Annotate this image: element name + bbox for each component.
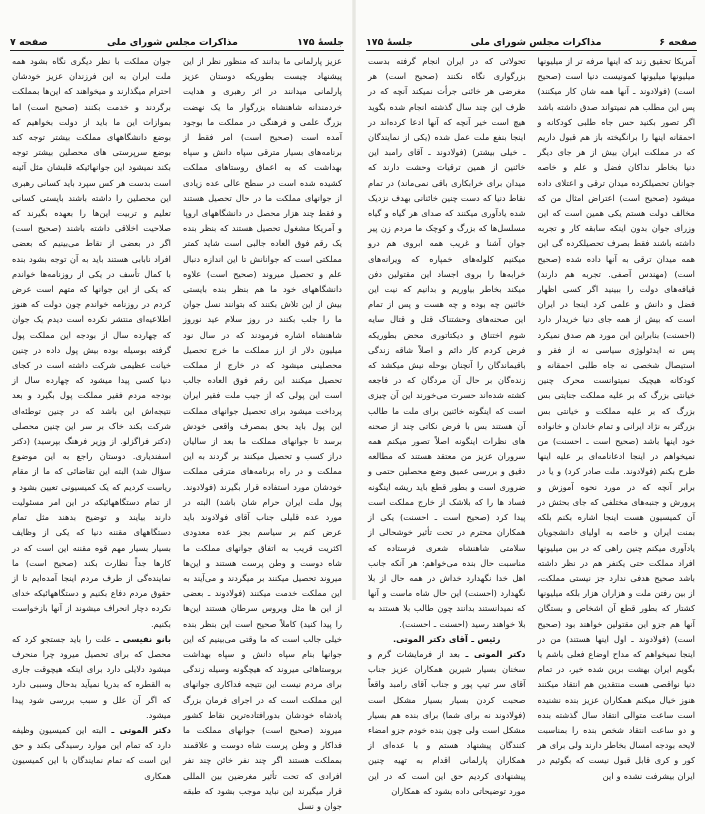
session-number: جلسهٔ ۱۷۵	[297, 37, 344, 48]
header-divider	[366, 50, 697, 51]
text-columns	[12, 54, 342, 814]
text-column-left	[12, 54, 171, 814]
publication-title: مذاکرات مجلس شورای ملی	[106, 37, 238, 48]
speaker-name: بانو نفیسی ـ	[115, 633, 171, 644]
session-number: جلسهٔ ۱۷۵	[366, 37, 413, 48]
header-divider	[10, 50, 344, 51]
page-6	[356, 0, 705, 796]
paragraph: تحولاتی که در ایران انجام گرفته بدست بزرگواری نگاه نکنند (صحیح است) هر مغرضی هر خائنی جرأت نمیکند آنچه که در ظرف این چند سال گذشته انجام شده بگوید هیچ است خیر آنچه که آنها ادعا کرده‌اند در اینجا بنفع ملت عمل شده (یکی از نمایندگان ـ خیلی بیشتر) (فولادوند ـ آقای رامبد این خائنین از همین ترقیات وحشت دارند که میدان برای خرابکاری باقی نمی‌ماند) در تمام نقاط دنیا که دست چنین خائنانی بهدف نزدیک شده یادآوری میکنند که صدای هر گیاه و گیاه مسلسل‌ها که بزرگ و کوچک ما مردم زن پیر جوان آشنا و غریب همه ابروی هم درو میکنیم کلوله‌های خمپاره که ویرانه‌های خرابه‌ها را بروی اجساد این مقتولین دفن میکند بخاطر بیاوریم و بدانیم که نیت این خائنین چه بوده و چه هست و پس از تمام این صحنه‌های وحشتناک قتل و قتال سایه شوم اختناق و دیکتاتوری محض بطوریکه فرض کردم کار دائم و اصلاً شاقه زندگی باقیماندگان را آنچنان بوحله نیش میکشد که زنده‌گان بر حال آن مردگان که در فاجعه کشته شده‌اند حسرت می‌خورند این آن چیزی است که اینگونه خائنین برای ملت ما طالب آن هستند بس با فرض نکاتی چند از صحنه های نظرات اینگونه اصلاً تصور میکنم همه سروران عزیز من معتقد هستند که مطالعه دقیق و بررسی عمیق وضع محصلین حتمی و ضروری است و بطور قطع باید ریشه اینگونه فساد ها را که بلاشک از خارج مملکت است پیدا کرد (صحیح است ـ احسنت) یکی از همکاران محترم در تحت تأثیر خوشحالی از سلامتی شاهنشاه شعری فرستاده که مناسبت حال بنده می‌خواهم: هر آنکه جانب اهل خدا نگهدارد خداش در همه حال از بلا نگهدارد (احسنت) این حال شاه ماست و آنها که نمیدانستند بدانند چون طالب بلا هستند به بلا خواهند رسید (احسنت ـ احسنت).	[368, 56, 526, 629]
page-header	[366, 34, 697, 49]
text-column-right	[183, 54, 342, 814]
speech-paragraph	[12, 632, 171, 723]
speech-text: بعد از فرمایشات گرم و سخنان بسیار شیرین همکاران عزیز جناب آقای سر تیپ پور و جناب آقای رامبد واقعاً صحبت کردن بسیار بسیار مشکل است (فولادوند نه برای شما) برای بنده هم بسیار مشکل است ولی چون بنده خودم جزو امضاء کنندگان پیشنهاد هستم و با عده‌ای از همکاران پارلمانی اقدام به تهیه چنین پیشنهادی کردیم حق این است که در این مورد توضیحاتی داده بشود که همکاران	[368, 648, 526, 796]
speech-paragraph	[368, 647, 526, 799]
paragraph: جوان مملکت با نظر دیگری نگاه بشود همه ملت ایران به این فرزندان عزیز خودشان احترام میگذارند و میخواهند که این‌ها بمملکت برگردند و خدمت بکنند (صحیح است) اما بموازات این ما باید از دولت بخواهیم که بوضع دانشگاههای مملکت بیشتر توجه کند بوضع سرپرستی های محصلین بیشتر توجه بکند نمیشود این جوانهائیکه قلبشان مثل آئینه است بدست هر کس سپرد باید کسانی رهبری این محصلین را داشته باشند بایستی کسانی تعلیم و تربیت این‌ها را بعهده بگیرند که صلاحیت اخلاقی داشته باشند (صحیح است) اگر در بعضی از نقاط می‌بینیم که بعضی افراد نابابی هستند باید به آن توجه بشود بنده با کمال تأسف در یکی از روزنامه‌ها خواندم که یکی از این جوانها که متهم است عرض کردم در روزنامه خواندم چون دولت که هنوز اطلاعیه‌ای منتشر نکرده است دیدم یک جوان که چهارده سال از بودجه این مملکت پول گرفته بوسیله بوده بیش پول داده در چنین خیانت عظیمی شرکت داشته است در کجای دنیا کسی پیدا میشود که چهارده سال از بودجه مردم فقیر مملکت پول بگیرد و بعد نتیجه‌اش این باشد که در چنین توطئه‌ای شرکت بکند خاک بر سر این چنین محصلی (دکتر فراگزلو. از وزیر فرهنگ بپرسید) (دکتر اسفندیاری. دوستان راجع به این موضوع سؤال شد) البته این تقاضائی که ما از مقام ریاست کردیم که یک کمیسیونی تعیین بشود و از تمام دستگاههائیکه در این امر مسئولیت دارند بیایند و توضیح بدهند مثل تمام دستگاههای مقننه دنیا که یکی از وظایف بسیار بسیار مهم قوه مقننه این است که در کارها جداً نظارت بکند (صحیح است) ما نماینده‌گی از طرف مردم اینجا آمده‌ایم تا از حقوق مردم دفاع بکنیم و دستگاههائیکه خدای نکرده دچار انحراف میشوند از آنها بازخواست بکنیم.	[12, 56, 171, 629]
speaker-name: دکتر الموتی ـ	[111, 724, 171, 735]
page-number: صفحه ۶	[659, 37, 697, 48]
chair-announcement: رئیس ـ آقای دکتر الموتی.	[393, 633, 501, 644]
text-column-right	[538, 54, 696, 799]
speech-text: البته این کمیسیون وظیفه دارد که تمام این موارد رسیدگی بکند و حق این است که تمام نمایندگان با این کمیسیون همکاری	[12, 724, 171, 781]
publication-title: مذاکرات مجلس شورای ملی	[470, 37, 602, 48]
paragraph: آمریکا تحقیق زند که اینها مرفه تر از میلیونها میلیونها میلیونها کمونیست دنیا است (صحیح است) (فولادوند ـ آنها همه شان کار میکنند) پس این مطلب هم نمیتواند صدق داشته باشد اگر تصور بکنید حس جاه طلبی کودکانه و احمقانه اینها را برانگیخته باز هم قبول داریم که در مملکت ایران بیش از هر جای دیگر دنیا بخاطر نداکان فضل و علم و خاصه جوانان تحصیلکرده میدان ترقی و اعتلای داده میشود (صحیح است) اعتراض امثال من که مخالف دولت هستم یکی همین است که این وزرای جوان بدون اینکه سابقه کار و تجربه داشته باشند فقط بصرف تحصیلکرده گی این همه میدان ترقی به آنها داده شده (صحیح است) (مهندس آصفی. تجربه هم دارند) قیافه‌های دولت را ببینید اگر کسی اظهار فضل و دانش و علمی کرد اینجا در ایران است که بیش از همه جای دنیا خریدار دارد (احسنت) بنابراین این مورد هم صدق نمیکرد پس نه ایدئولوژی سیاسی نه از فقر و استیصال شخصی نه جاه طلبی احمقانه و کودکانه هیچیک نمیتوانست محرک چنین خیانتی بزرگ که بر علیه مملکت جنایتی بس بزرگ که بر علیه مملکت و خیانتی بس بزرگتر به نژاد ایرانی و تمام خاندان و خانواده خود اینها باشد (صحیح است ـ احسنت) من نمیخواهم در اینجا ادعانامه‌ای بر علیه اینها طرح بکنم (فولادوند. ملت صادر کرد) و یا در برابر آنچه که در مورد نحوه آموزش و پرورش و جنبه‌های مختلفی که جای بحثش در آن کمیسیون هست اینجا اشاره بکنم بلکه بمنت ایران و خاصه به اولیای دانشجویان یادآوری میکنم چنین راهی که در بین میلیونها افراد مملکت حتی یکنفر هم در نظر داشته باشد صحیح هدفی ندارد جز نیستی مملکت، از بین رفتن ملت و هزاران هزار بلکه میلیونها کشتار که بطور قطع آن اشخاص و بستگان آنها هم جزو این مقتولین خواهند بود (صحیح است) (فولادوند ـ اول اینها هستند) من در اینجا نمیخواهم که مداح اوضاع فعلی باشم یا بگویم ایران بهشت برین شده خیر، در تمام دنیا نواقصی هست منتقدین هم انتقاد میکنند هنوز خیال میکنم همکاران عزیز بنده نشنیده است ساعت متوالی انتقاد سال گذشته بنده و دو ساعت انتقاد شخص بنده را بمناسبت لایحه بودجه امسال بخاطر دارند ولی برای هر کور و کری قابل قبول نیست که بگوئیم در ایران بیشرفت نشده و این	[537, 56, 695, 781]
page-header	[10, 34, 344, 49]
speech-text: علت را باید جستجو کرد که محصل که برای تحصیل میرود چرا منحرف میشود دلایلی دارد برای اینکه هیچوقت جاری به القطره که بدریا نمیآید بدحال وسببی دارد که اگر آن علل و سبب بررسی شود پیدا میشود.	[12, 633, 171, 720]
text-columns	[368, 54, 695, 799]
text-column-left	[368, 54, 526, 799]
page-number: صفحه ۷	[10, 37, 48, 48]
paragraph: عزیز پارلمانی ما بدانند که منظور نظر از این پیشنهاد چیست بطوریکه دوستان عزیز پارلمانی میدانند در اثر رهبری و هدایت خردمندانه شاهنشاه بزرگوار ما یک نهضت بزرگ علمی و فرهنگی در مملکت ما بوجود آمده است (صحیح است) امر فقط از برنامه‌های بسیار مترقی سپاه دانش و سپاه بهداشت که به اعماق روستاهای مملکت کشیده شده است در سطح عالی عده زیادی از جوانهای مملکت ما در حال تحصیل هستند و فقط چند هزار محصل در دانشگاههای اروپا و آمریکا مشغول تحصیل هستند که بنظر بنده یک رقم فوق العاده جالبی است شاید کمتر مملکتی است که جوانانش تا این اندازه دنبال علم و تحصیل میروند (صحیح است) علاوه دانشگاههای خود ما هم بنظر بنده بایستی بیش از این تلاش بکنند که بتوانند نسل جوان ما را جلب بکنند در روز سلام عید نوروز شاهنشاه اشاره فرمودند که در سال نود میلیون دلار از ارز مملکت ما خرج تحصیل محصلینی میشود که در خارج از مملکت تحصیل میکنند این رقم فوق العاده جالب است این پولی که از جیب ملت فقیر ایران پرداخت میشود برای تحصیل جوانهای مملکت این پول باید بحق بمصرف واقعی خودش برسد تا جوانهای مملکت ما بعد از سالیان دراز کسب و تحصیل میکنند بر گردند به این مملکت و در راه برنامه‌های مترقی مملکت خودشان مورد استفاده قرار بگیرند (فولادوند. پول ملت ایران حرام شان باشد) البته در مورد عده قلیلی جناب آقای فولادوند باید عرض کنم بر سیاسم بجز عده معدودی اکثریت قریب به اتفاق جوانهای مملکت ما شاه دوست و وطن پرست هستند و این‌ها میروند تحصیل میکنند بر میگردند و می‌آیند به این مملکت خدمت میکنند (فولادوند ـ بعضی از این ها مثل ویروس سرطان هستند این‌ها را پیدا کنید) کاملاً صحیح است این بنظر بنده خیلی جالب است که ما وقتی می‌بینیم که این جوانها بنام سپاه دانش و سپاه بهداشت بروستاهائی میروند که هیچگونه وسیله زندگی برای مردم نیست این نتیجه فداکاری جوانهای این مملکت است که در اجرای فرمان بزرگ پادشاه خودشان بدورافتاده‌ترین نقاط کشور میروند (صحیح است) جوانهای مملکت ما فداکار و وطن پرست شاه دوست و علاقمند بمملکت هستند اگر چند نفر خائن چند نفر افرادی که تحت تأثیر مغرضین بین المللی قرار میگیرند این نباید موجب بشود که طبقه جوان و نسل	[183, 56, 342, 811]
page-7	[0, 0, 352, 811]
speaker-name: دکتر الموتی ـ	[465, 648, 526, 659]
speech-paragraph	[12, 723, 171, 784]
